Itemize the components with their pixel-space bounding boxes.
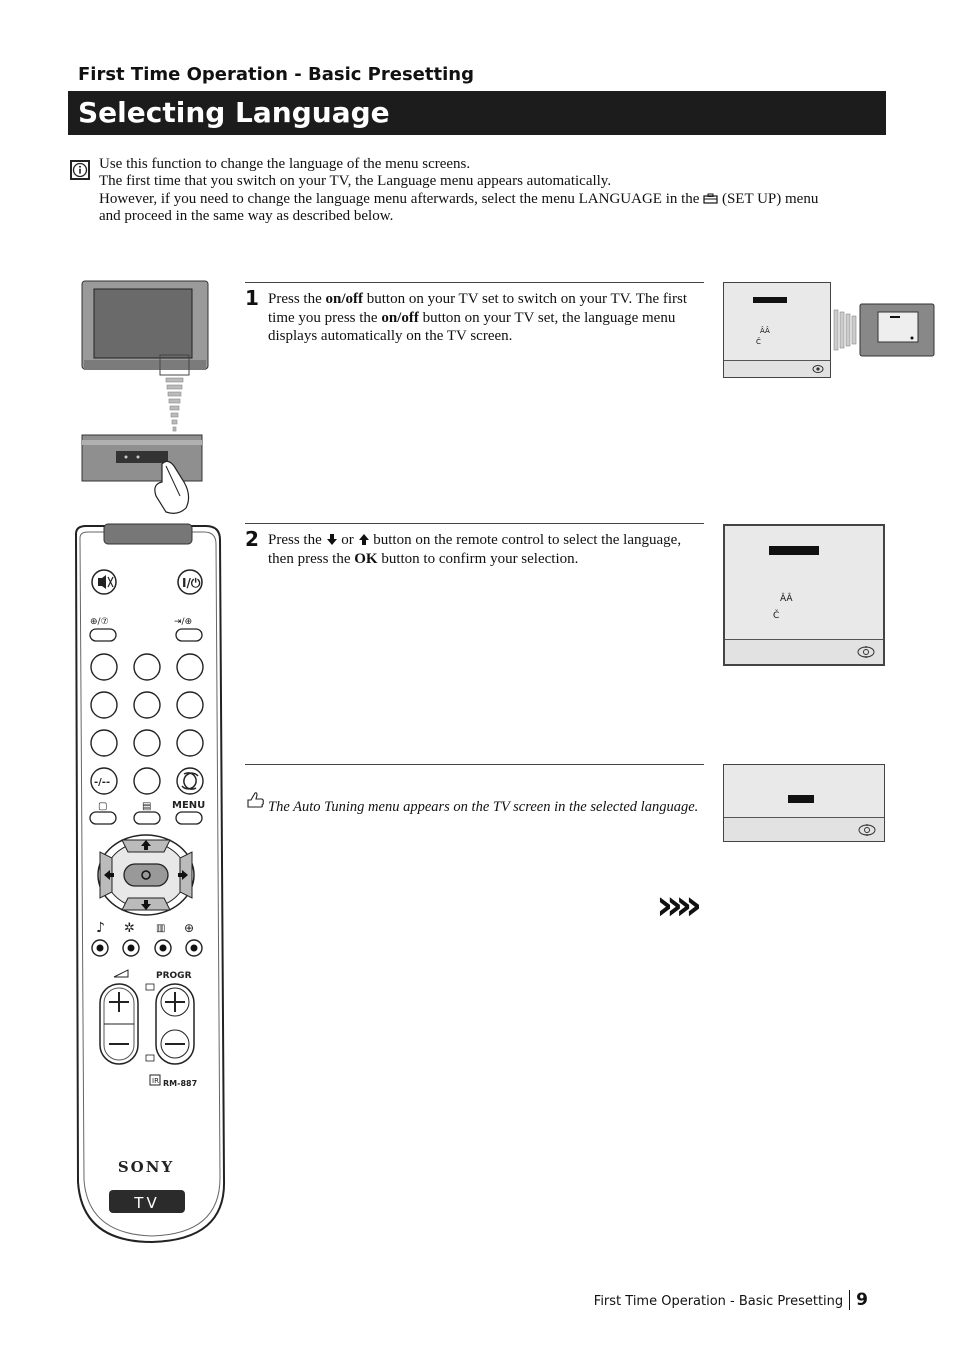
step-2-text — [268, 531, 698, 568]
svg-text:✲: ✲ — [124, 921, 135, 936]
text-run: or — [341, 532, 354, 548]
intro-line — [99, 191, 879, 208]
svg-text:▤: ▤ — [142, 801, 152, 812]
arrow-up-icon — [358, 534, 370, 545]
setup-toolbox-icon — [703, 193, 718, 204]
menu-option: ÂÂ — [780, 594, 793, 604]
section-heading: First Time Operation - Basic Presetting — [78, 64, 474, 85]
step-number: 2 — [245, 527, 259, 551]
text-run: button on your TV set, the language menu displays automatically on the TV screen. — [268, 309, 676, 344]
remote-menu-label: MENU — [172, 800, 206, 811]
page-title: Selecting Language — [78, 96, 390, 129]
ok-symbol-icon — [812, 364, 824, 374]
page-number: 9 — [849, 1290, 868, 1310]
continue-arrows: »» — [656, 880, 695, 929]
footer-text: First Time Operation - Basic Presetting — [593, 1294, 844, 1309]
button-name: OK — [354, 550, 378, 567]
svg-text:⊕: ⊕ — [184, 921, 195, 935]
step-number: 1 — [245, 286, 259, 310]
menu-option: ÂÂ — [760, 327, 770, 335]
intro-line: The first time that you switch on your TV, the Language menu appears automatically. — [99, 173, 612, 190]
text-run: button on the remote control to select the language, then press the — [268, 532, 682, 567]
intro-line: Use this function to change the language of the menu screens. — [99, 156, 471, 172]
step-divider — [245, 282, 704, 283]
ok-symbol-icon — [857, 645, 875, 659]
button-name: on/off — [325, 291, 363, 307]
tv-set-illustration — [78, 278, 213, 516]
svg-text:I/⏻: I/⏻ — [182, 576, 201, 590]
text-run: button to confirm your selection. — [377, 550, 579, 567]
ok-symbol-icon — [858, 823, 876, 837]
remote-minus-label: -/-- — [94, 777, 111, 788]
svg-text:⇥/⊕: ⇥/⊕ — [174, 617, 193, 627]
menu-title-bar — [753, 297, 787, 303]
tv-label: TV — [134, 1194, 160, 1212]
menu-footer-strip — [724, 360, 830, 377]
svg-text:▢: ▢ — [98, 801, 108, 812]
language-menu-screen — [723, 282, 831, 378]
svg-text:IR: IR — [152, 1077, 159, 1085]
menu-footer-strip — [724, 817, 884, 841]
svg-text:⊕/⑦: ⊕/⑦ — [90, 617, 109, 627]
title-bar — [68, 91, 886, 135]
button-name: on/off — [381, 309, 419, 326]
menu-title-bar — [788, 795, 814, 803]
note-divider — [245, 764, 704, 765]
page-footer — [594, 1290, 868, 1310]
intro-line-part: However, if you need to change the language menu afterwards, select the menu LANGUAGE in the — [99, 190, 700, 207]
step-1-text — [268, 290, 698, 346]
menu-option: Č — [756, 338, 761, 346]
remote-progr-label: PROGR — [156, 971, 192, 981]
arrow-down-icon — [326, 534, 338, 545]
auto-tuning-screen — [723, 764, 885, 842]
intro-line: and proceed in the same way as described below. — [99, 208, 394, 225]
remote-model-label: RM-887 — [163, 1079, 198, 1088]
remote-control — [66, 522, 232, 1252]
svg-text:▥: ▥ — [156, 923, 166, 934]
language-menu-screen-large — [723, 524, 885, 666]
intro-text — [99, 156, 879, 226]
text-run: button on your TV set to switch on your TV. The first time you press the — [268, 291, 688, 326]
note-text: The Auto Tuning menu appears on the TV screen in the selected language. — [268, 799, 699, 815]
text-run: Press the — [268, 532, 322, 548]
svg-text:♪: ♪ — [96, 920, 105, 936]
sony-logo: SONY — [117, 1158, 175, 1176]
hand-pointer-icon — [246, 791, 266, 809]
menu-title-bar — [769, 546, 819, 555]
menu-option: Č — [773, 611, 780, 621]
tv-miniature-illustration — [832, 300, 936, 360]
step-divider — [245, 523, 704, 524]
intro-line-part: (SET UP) menu — [721, 190, 819, 207]
menu-footer-strip — [725, 639, 883, 664]
text-run: Press the — [268, 291, 326, 307]
info-icon — [70, 160, 90, 180]
